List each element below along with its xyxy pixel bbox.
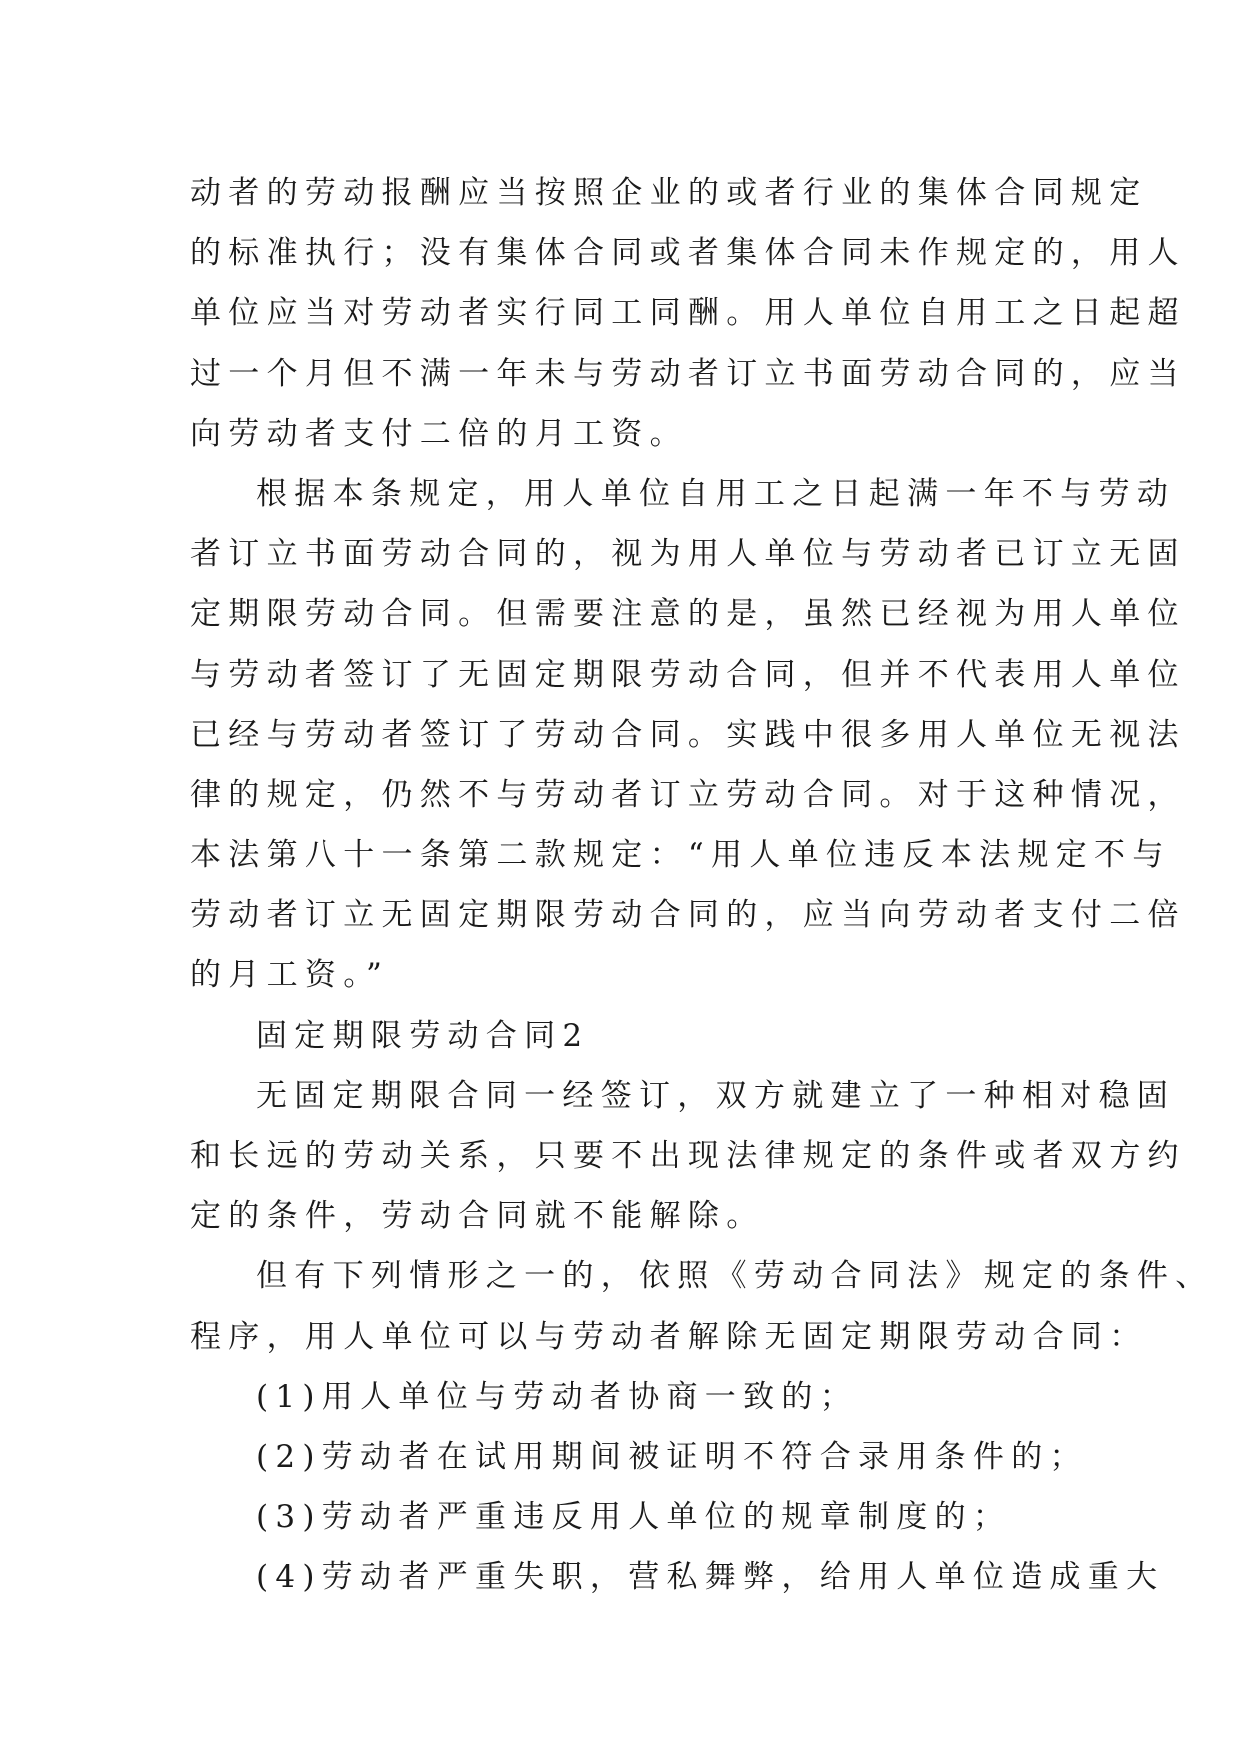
list-item: (3)劳动者严重违反用人单位的规章制度的； xyxy=(256,1499,1012,1536)
text-line: 无固定期限合同一经签订，双方就建立了一种相对稳固 xyxy=(256,1077,1176,1114)
text-line: 的标准执行；没有集体合同或者集体合同未作规定的，用人 xyxy=(190,235,1186,272)
section-heading: 固定期限劳动合同2 xyxy=(256,1017,590,1054)
list-item: (4)劳动者严重失职，营私舞弊，给用人单位造成重大 xyxy=(256,1559,1165,1596)
text-line: 定的条件，劳动合同就不能解除。 xyxy=(190,1198,765,1235)
text-line: 动者的劳动报酬应当按照企业的或者行业的集体合同规定 xyxy=(190,175,1148,211)
text-line: 的月工资。” xyxy=(190,957,390,994)
text-line: 者订立书面劳动合同的，视为用人单位与劳动者已订立无固 xyxy=(190,536,1186,573)
text-line: 程序，用人单位可以与劳动者解除无固定期限劳动合同： xyxy=(190,1318,1148,1355)
text-line: 根据本条规定，用人单位自用工之日起满一年不与劳动 xyxy=(256,475,1176,512)
text-line: 但有下列情形之一的，依照《劳动合同法》规定的条件、 xyxy=(256,1258,1214,1295)
document-body xyxy=(190,163,1214,1608)
text-line: 已经与劳动者签订了劳动合同。实践中很多用人单位无视法 xyxy=(190,716,1186,753)
list-item: (1)用人单位与劳动者协商一致的； xyxy=(256,1378,859,1415)
text-line: 劳动者订立无固定期限劳动合同的，应当向劳动者支付二倍 xyxy=(190,897,1186,934)
text-line: 向劳动者支付二倍的月工资。 xyxy=(190,415,688,452)
text-line: 与劳动者签订了无固定期限劳动合同，但并不代表用人单位 xyxy=(190,656,1186,693)
text-line: 过一个月但不满一年未与劳动者订立书面劳动合同的，应当 xyxy=(190,355,1186,392)
text-line: 和长远的劳动关系，只要不出现法律规定的条件或者双方约 xyxy=(190,1138,1186,1174)
list-item: (2)劳动者在试用期间被证明不符合录用条件的； xyxy=(256,1438,1088,1475)
text-line: 定期限劳动合同。但需要注意的是，虽然已经视为用人单位 xyxy=(190,596,1186,633)
text-line: 本法第八十一条第二款规定：“用人单位违反本法规定不与 xyxy=(190,837,1171,874)
text-line: 律的规定，仍然不与劳动者订立劳动合同。对于这种情况， xyxy=(190,776,1186,813)
text-line: 单位应当对劳动者实行同工同酬。用人单位自用工之日起超 xyxy=(190,295,1186,332)
